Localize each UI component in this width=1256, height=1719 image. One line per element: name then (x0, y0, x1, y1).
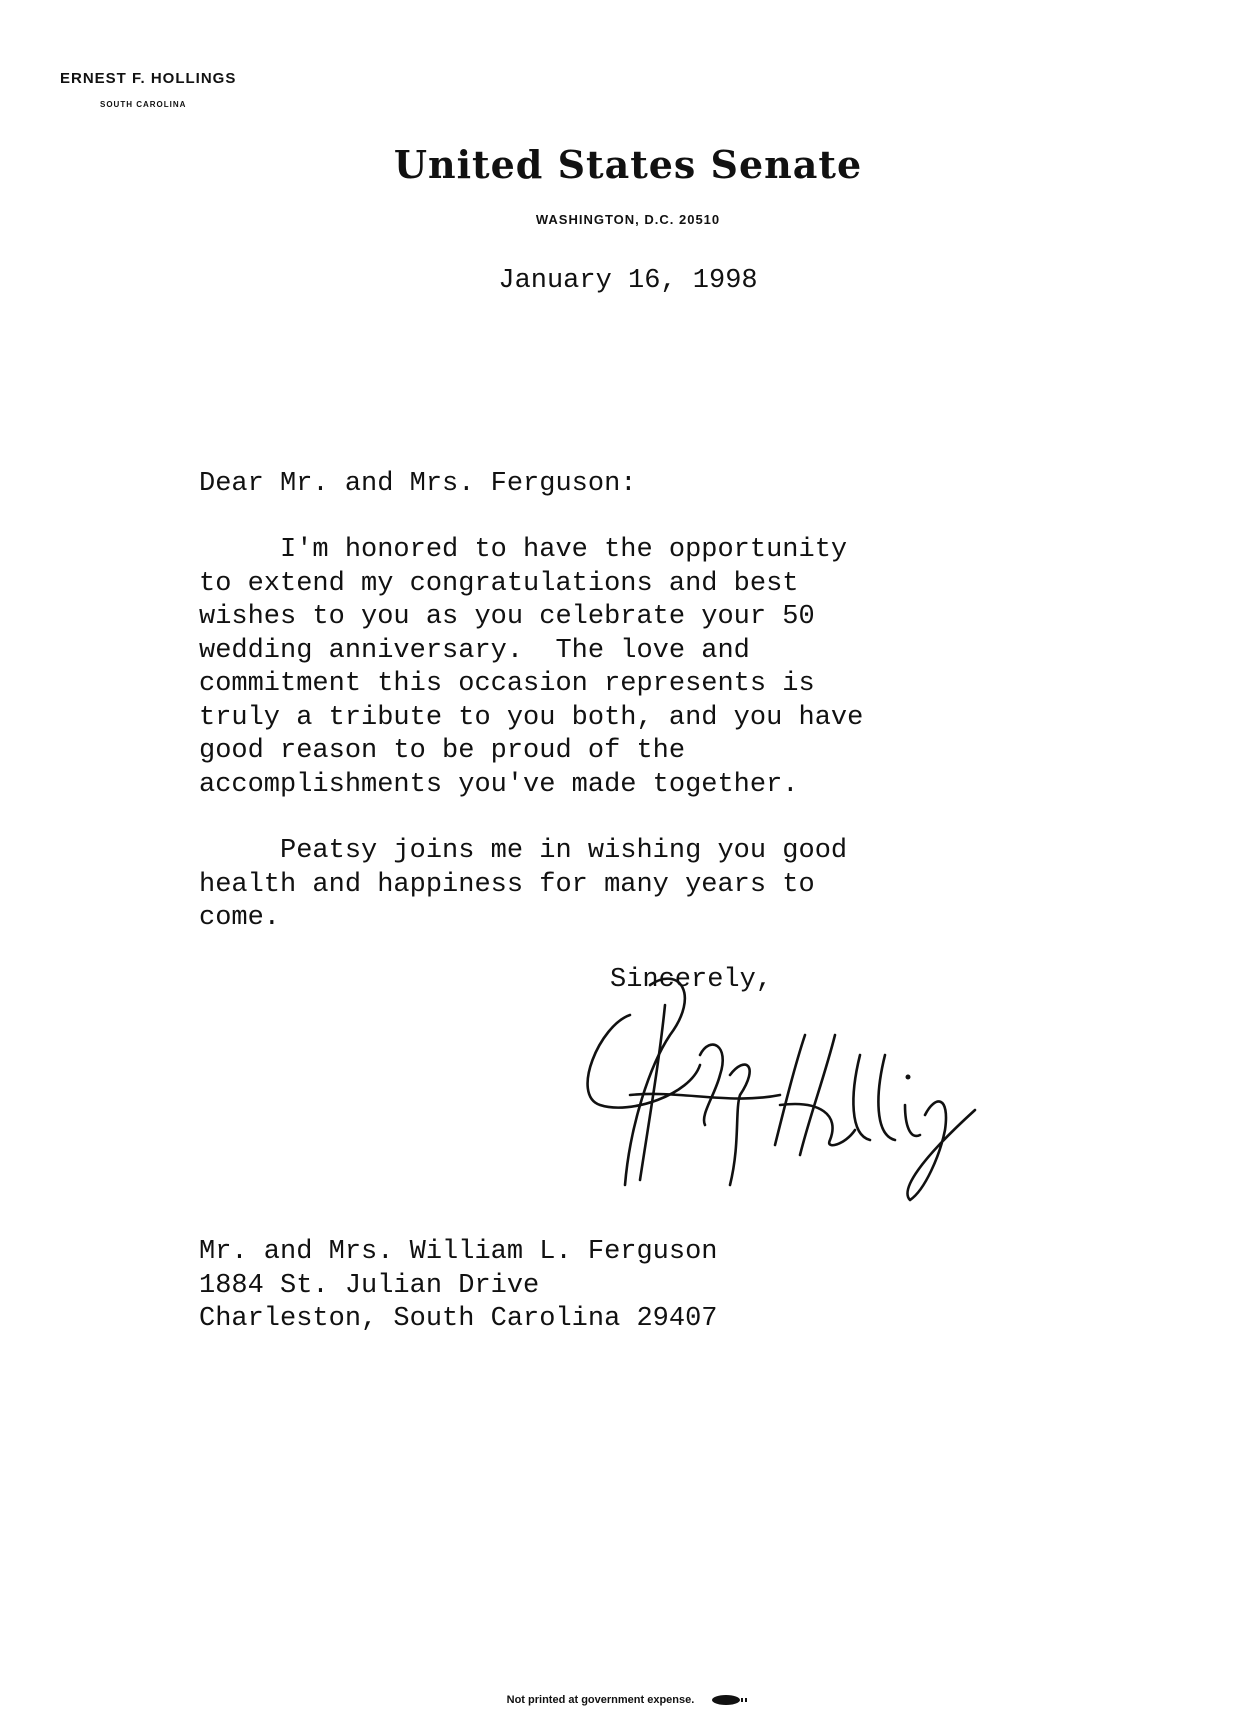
footer (0, 1694, 1256, 1706)
letterhead-senator-name: ERNEST F. HOLLINGS (60, 70, 237, 87)
letter-closing: Sincerely, (610, 965, 773, 995)
letter-paragraph-2: Peatsy joins me in wishing you good health and happiness for many years to come. (199, 836, 848, 933)
footer-note: Not printed at government expense. (506, 1694, 695, 1706)
letterhead-city: WASHINGTON, D.C. 20510 (535, 212, 721, 227)
letter-paragraph-1: I'm honored to have the opportunity to extend my congratulations and best wishes to you as you celebrate your 50 wedding anniversary. The love and commitment this occasion represents is truly a tribute to you both, and you have good reason to be proud of the accomplishments you've made together. (199, 535, 864, 800)
signature-scribble (570, 945, 1010, 1205)
recipient-address: Mr. and Mrs. William L. Ferguson 1884 St. Julian Drive Charleston, South Carolina 29407 (199, 1237, 718, 1334)
letter-date: January 16, 1998 (498, 266, 758, 296)
letterhead-state: SOUTH CAROLINA (100, 100, 187, 109)
letterhead-institution: United States Senate (393, 142, 863, 187)
printing-mark-icon (711, 1694, 749, 1706)
letter-salutation: Dear Mr. and Mrs. Ferguson: (199, 469, 637, 499)
